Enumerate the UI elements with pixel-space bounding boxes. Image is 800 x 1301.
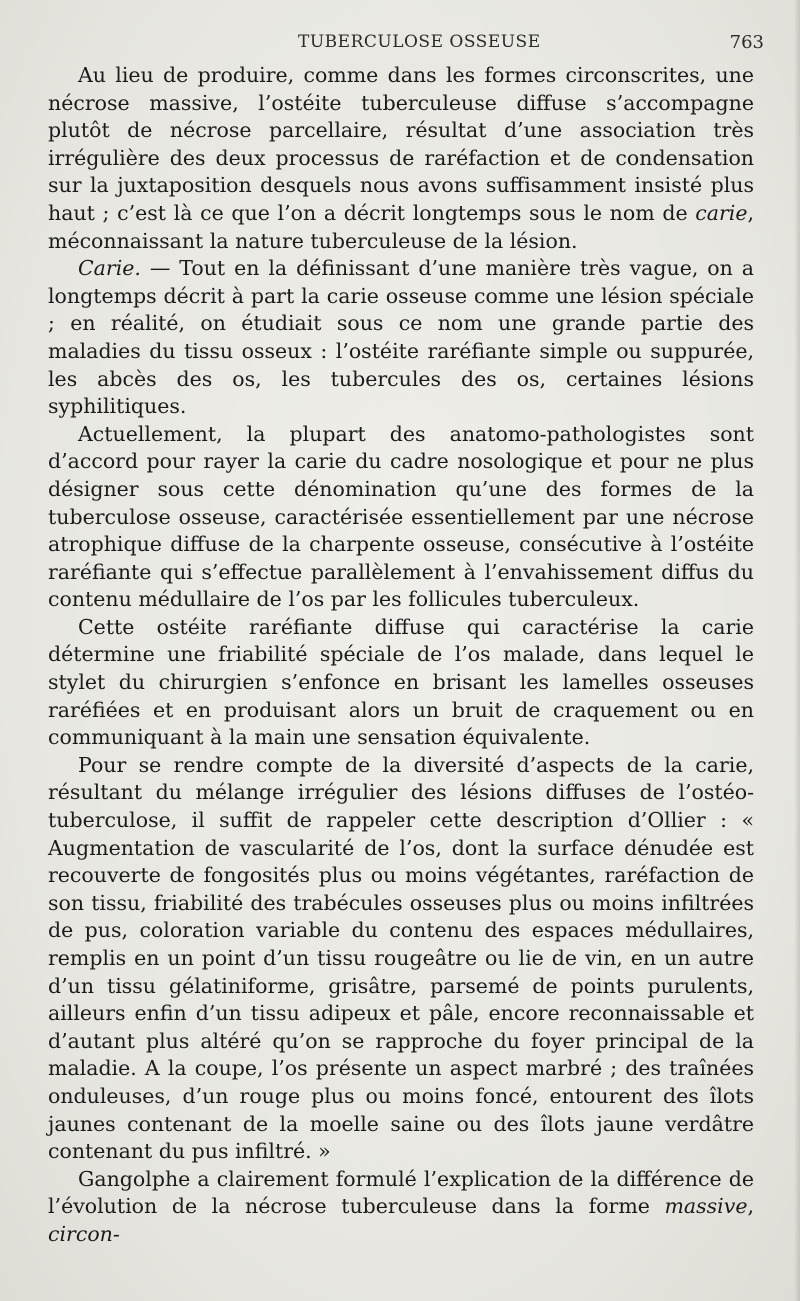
body-text (48, 62, 754, 1249)
italic-term: massive (664, 1194, 748, 1219)
paragraph-text: , (747, 1194, 754, 1219)
paragraph-text: Cette ostéite raréfiante diffuse qui caractérise la carie détermine une friabilité spéciale de l’os malade, dans lequel le stylet du chirurgien s’enfonce en brisant les lamelles osseuses raréfiées et en produisant alors un bruit de craquement ou en communiquant à la main une sensation équivalente. (48, 614, 754, 750)
paragraph (48, 1166, 754, 1249)
paragraph (48, 752, 754, 1166)
section-lead-in: Carie. (78, 256, 141, 281)
page-number: 763 (729, 32, 764, 53)
italic-term: carie (695, 200, 748, 225)
paragraph-text: Actuellement, la plupart des anatomo-pathologistes sont d’accord pour rayer la carie du cadre nosologique et pour ne plus désigner sous cette dénomination qu’une des formes de la tuberculose osseuse, caractérisée essentiellement par une nécrose atrophique diffuse de la charpente osseuse, consécutive à l’ostéite raréfiante qui s’effectue parallèlement à l’envahissement diffus du contenu médullaire de l’os par les follicules tuberculeux. (48, 421, 754, 612)
page-edge-shadow (794, 0, 800, 1301)
paragraph-text: Au lieu de produire, comme dans les formes circonscrites, une nécrose massive, l’ostéite tuberculeuse diffuse s’accompagne plutôt de nécrose parcellaire, résultat d’une association très irrégulière des deux processus de raréfaction et de condensation sur la juxtaposition desquels nous avons suffisamment insisté plus haut ; c’est là ce que l’on a décrit longtemps sous le nom de (48, 63, 754, 225)
running-title: TUBERCULOSE OSSEUSE (298, 32, 541, 52)
paragraph-text: — Tout en la définissant d’une manière très vague, on a longtemps décrit à part la carie osseuse comme une lésion spéciale ; en réalité, on étudiait sous ce nom une grande partie des maladies du tissu osseux : l’ostéite raréfiante simple ou suppurée, les abcès des os, les tubercules des os, certaines lésions syphilitiques. (48, 256, 754, 419)
paragraph-text: Gangolphe a clairement formulé l’explication de la différence de l’évolution de la nécrose tuberculeuse dans la forme (48, 1166, 754, 1219)
paragraph-text: , méconnaissant la nature tuberculeuse de la lésion. (48, 200, 754, 253)
paragraph (48, 255, 754, 421)
paragraph (48, 62, 754, 255)
paragraph-text: Pour se rendre compte de la diversité d’aspects de la carie, résultant du mélange irrégulier des lésions diffuses de l’ostéo-tuberculose, il suffit de rappeler cette description d’Ollier : « Augmentation de vascularité de l’os, dont la surface dénudée est recouverte de fongosités plus ou moins végétantes, raréfaction de son tissu, friabilité des trabécules osseuses plus ou moins infiltrées de pus, coloration variable du contenu des espaces médullaires, remplis en un point d’un tissu rougeâtre ou lie de vin, en un autre d’un tissu gélatiniforme, grisâtre, parsemé de points purulents, ailleurs enfin d’un tissu adipeux et pâle, encore reconnaissable et d’autant plus altéré qu’on se rapproche du foyer principal de la maladie. A la coupe, l’os présente un aspect marbré ; des traînées onduleuses, d’un rouge plus ou moins foncé, entourent des îlots jaunes contenant de la moelle saine ou des îlots jaune verdâtre contenant du pus infiltré. » (48, 752, 754, 1164)
running-head (0, 32, 800, 56)
italic-term: circon- (48, 1221, 120, 1246)
paragraph (48, 614, 754, 752)
paragraph (48, 421, 754, 614)
